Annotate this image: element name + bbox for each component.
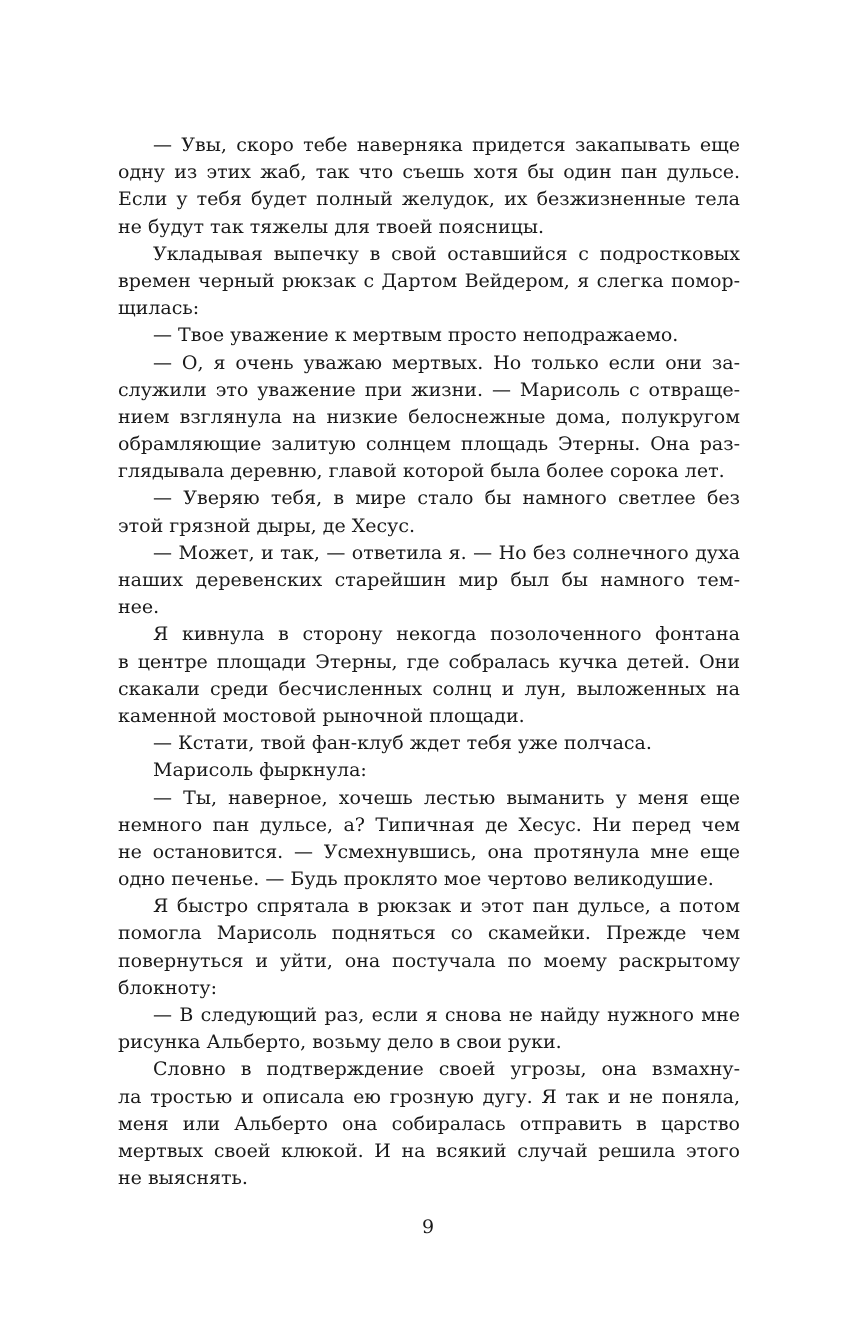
text-line: — В следующий раз, если я снова не найду нужного мне (153, 1004, 740, 1026)
text-line: нием взглянула на низкие белоснежные дома, полукругом (118, 405, 740, 428)
text-line: — Ты, наверное, хочешь лестью выманить у меня еще (153, 786, 740, 809)
text-line: Марисоль фыркнула: (153, 759, 367, 782)
text-line: — Увы, скоро тебе наверняка придется закапывать еще (153, 134, 740, 156)
text-line: мертвых своей клюкой. И на всякий случай решила этого (118, 1139, 740, 1162)
text-line: рисунка Альберто, возьму дело в свои руки. (118, 1031, 562, 1054)
text-line: не будут так тяжелы для твоей поясницы. (118, 215, 545, 238)
text-line: — Может, и так, — ответила я. — Но без солнечного духа (153, 541, 740, 564)
text-line: — О, я очень уважаю мертвых. Но только если они за- (153, 351, 740, 374)
text-line: одну из этих жаб, так что съешь хотя бы один пан дульсе. (118, 161, 740, 184)
text-line: нее. (118, 596, 160, 619)
text-line: скакали среди бесчисленных солнц и лун, выложенных на (118, 677, 740, 700)
text-line: меня или Альберто она собиралась отправить в царство (118, 1112, 740, 1135)
text-line: наших деревенских старейшин мир был бы намного тем- (118, 569, 740, 591)
text-line: — Кстати, твой фан-клуб ждет тебя уже полчаса. (153, 732, 652, 755)
text-line: щилась: (118, 297, 200, 320)
body-text (118, 132, 740, 1192)
text-line: Словно в подтверждение своей угрозы, она взмахну- (153, 1058, 740, 1081)
text-line: служили это уважение при жизни. — Марисоль с отвраще- (118, 378, 740, 401)
page-number: 9 (421, 1216, 435, 1238)
text-line: этой грязной дыры, де Хесус. (118, 514, 416, 537)
text-line: Я быстро спрятала в рюкзак и этот пан дульсе, а потом (153, 895, 740, 918)
text-line: обрамляющие залитую солнцем площадь Этерны. Она раз- (118, 433, 740, 456)
text-line: — Уверяю тебя, в мире стало бы намного светлее без (153, 487, 740, 510)
text-line: не остановится. — Усмехнувшись, она протянула мне еще (118, 840, 740, 863)
text-line: — Твое уважение к мертвым просто неподражаемо. (153, 324, 679, 347)
text-line: времен черный рюкзак с Дартом Вейдером, я слегка помор- (118, 269, 740, 292)
text-line: не выяснять. (118, 1167, 248, 1190)
text-line: в центре площади Этерны, где собралась кучка детей. Они (118, 650, 740, 673)
text-line: глядывала деревню, главой которой была более сорока лет. (118, 460, 725, 483)
text-line: ла тростью и описала ею грозную дугу. Я так и не поняла, (118, 1085, 740, 1108)
text-line: одно печенье. — Будь проклято мое чертово великодушие. (118, 868, 714, 891)
text-line: немного пан дульсе, а? Типичная де Хесус. Ни перед чем (118, 813, 740, 836)
text-line: Я кивнула в сторону некогда позолоченного фонтана (153, 623, 740, 646)
text-line: каменной мостовой рыночной площади. (118, 704, 525, 727)
text-line: помогла Марисоль подняться со скамейки. Прежде чем (118, 922, 740, 945)
text-line: блокноту: (118, 976, 218, 999)
text-line: повернуться и уйти, она постучала по моему раскрытому (118, 949, 740, 972)
text-line: Укладывая выпечку в свой оставшийся с подростковых (153, 242, 740, 265)
text-line: Если у тебя будет полный желудок, их безжизненные тела (118, 188, 740, 211)
